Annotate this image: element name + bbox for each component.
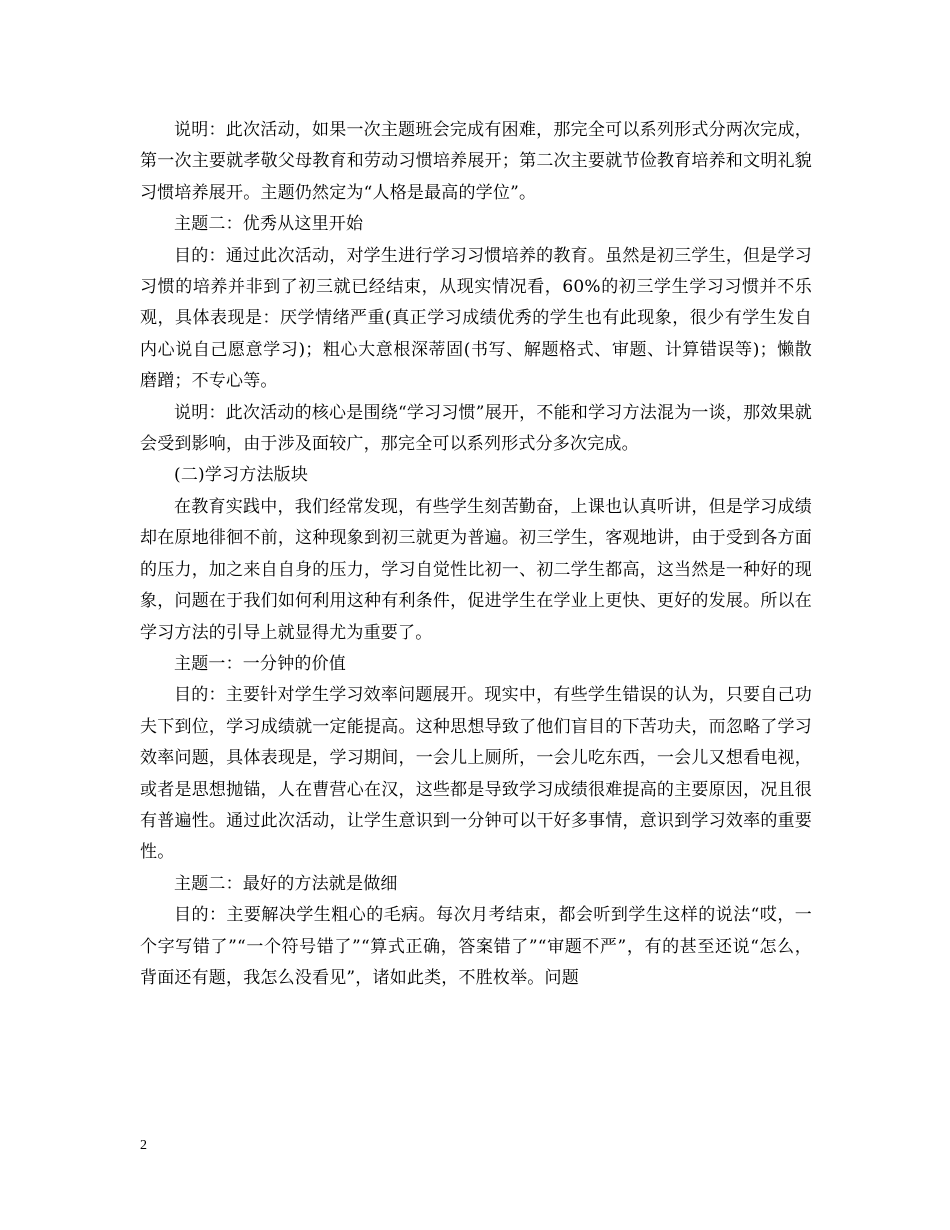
paragraph-note-study-habits: 说明：此次活动的核心是围绕“学习习惯”展开，不能和学习方法混为一谈，那效果就会受到影响，由于涉及面较广，那完全可以系列形式分多次完成。 (140, 402, 812, 455)
paragraph-note-two-sessions: 说明：此次活动，如果一次主题班会完成有困难，那完全可以系列形式分两次完成，第一次主要就孝敬父母教育和劳动习惯培养展开；第二次主要就节俭教育培养和文明礼貌习惯培养展开。主题仍然定为“人格是最高的学位”。 (140, 120, 812, 203)
heading-study-methods-section: (二)学习方法版块 (174, 465, 309, 486)
page-number: 2 (140, 1138, 147, 1153)
document-body (140, 115, 812, 994)
paragraph-purpose-study-habits: 目的：通过此次活动，对学生进行学习习惯培养的教育。虽然是初三学生，但是学习习惯的培养并非到了初三就已经结束，从现实情况看，60%的初三学生学习习惯并不乐观，具体表现是：厌学情绪严重(真正学习成绩优秀的学生也有此现象，很少有学生发自内心说自己愿意学习)；粗心大意根深蒂固(书写、解题格式、审题、计算错误等)；懒散磨蹭；不专心等。 (140, 245, 812, 392)
paragraph-purpose-carelessness: 目的：主要解决学生粗心的毛病。每次月考结束，都会听到学生这样的说法“哎，一个字写错了”“一个符号错了”“算式正确，答案错了”“审题不严”，有的甚至还说“怎么，背面还有题，我怎么没看见”，诸如此类，不胜枚举。问题 (140, 905, 812, 988)
heading-theme-two-details: 主题二：最好的方法就是做细 (174, 873, 398, 894)
heading-theme-one-minute: 主题一：一分钟的价值 (174, 653, 346, 674)
paragraph-study-methods-intro: 在教育实践中，我们经常发现，有些学生刻苦勤奋，上课也认真听讲，但是学习成绩却在原地徘徊不前，这种现象到初三就更为普遍。初三学生，客观地讲，由于受到各方面的压力，加之来自自身的压力，学习自觉性比初一、初二学生都高，这当然是一种好的现象，问题在于我们如何利用这种有利条件，促进学生在学业上更快、更好的发展。所以在学习方法的引导上就显得尤为重要了。 (140, 496, 812, 643)
heading-theme-two-excellence: 主题二：优秀从这里开始 (174, 214, 364, 235)
paragraph-purpose-efficiency: 目的：主要针对学生学习效率问题展开。现实中，有些学生错误的认为，只要自己功夫下到位，学习成绩就一定能提高。这种思想导致了他们盲目的下苦功夫，而忽略了学习效率问题，具体表现是，学习期间，一会儿上厕所，一会儿吃东西，一会儿又想看电视，或者是思想抛锚，人在曹营心在汉，这些都是导致学习成绩很难提高的主要原因，况且很有普遍性。通过此次活动，让学生意识到一分钟可以干好多事情，意识到学习效率的重要性。 (140, 685, 812, 863)
